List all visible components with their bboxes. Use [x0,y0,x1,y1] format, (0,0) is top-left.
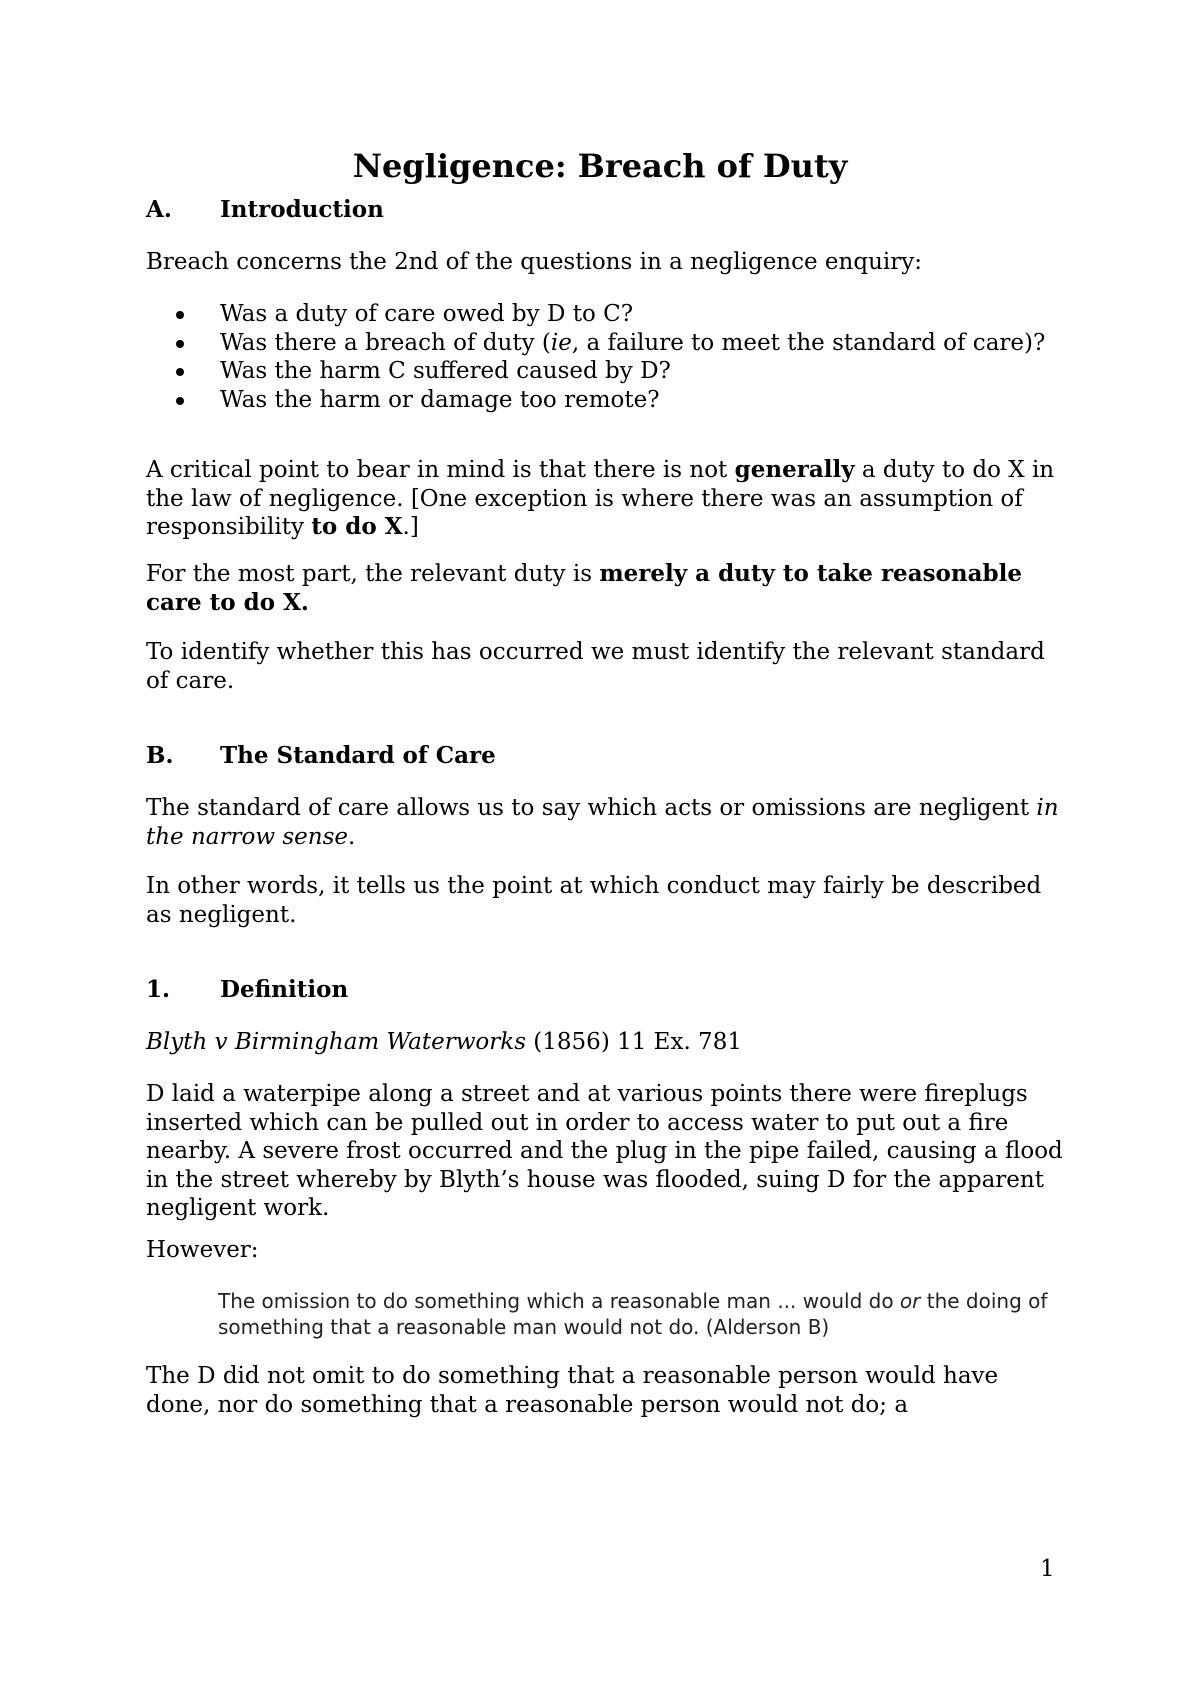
list-item [146,357,1046,386]
list-item-text: Was the harm C suffered caused by D? [220,358,671,384]
italic-run: or [899,1289,921,1313]
bullet-icon [176,368,184,376]
text-run: The omission to do something which a reasonable man ... would do [218,1289,900,1313]
case-name: Blyth v Birmingham Waterworks [146,1029,526,1055]
text-run: . [347,823,356,850]
list-item-text-post: , a failure to meet the standard of care)? [571,329,1046,356]
most-part-paragraph [146,560,1066,617]
text-run: a duty to do X in the law of negligence. [One exception is where there was an assumption of responsibility [146,457,1055,540]
list-item-text-emphasis: ie [550,329,572,356]
section-1-heading [146,976,348,1005]
page-number: 1 [1040,1556,1055,1582]
text-run: the doing of something that a reasonable man would not do. (Alderson B) [218,1289,1048,1339]
list-item [146,386,1046,415]
section-b-heading [146,742,496,771]
list-item-text: Was a duty of care owed by D to C? [220,301,634,327]
section-1-number: 1. [146,976,171,1003]
text-run: For the most part, the relevant duty is [146,561,600,587]
bold-run: generally [734,456,855,483]
list-item-text: Was the harm or damage too remote? [220,386,660,413]
list-item [146,329,1046,358]
bullet-icon [176,397,184,405]
facts-paragraph: D laid a waterpipe along a street and at various points there were fireplugs inserted which can be pulled out in order to access water to put out a fire nearby. A severe frost occurred and the plug in the pipe failed, causing a flood in the street whereby by Blyth’s house was flooded, suing D for the apparent negligent work. [146,1081,1063,1221]
critical-point-paragraph [146,456,1066,542]
question-list [146,300,1046,414]
list-item [146,300,1046,329]
section-a-label: Introduction [220,196,384,223]
standard-paragraph [146,794,1066,851]
section-1-label: Definition [220,976,349,1003]
case-citation [146,1028,1066,1057]
other-words-paragraph: In other words, it tells us the point at which conduct may fairly be described as negligent. [146,873,1042,928]
section-b-label: The Standard of Care [220,742,496,769]
identify-paragraph: To identify whether this has occurred we must identify the relevant standard of care. [146,639,1045,694]
section-a-number: A. [146,196,172,223]
text-run: The standard of care allows us to say which acts or omissions are negligent [146,795,1037,821]
text-run: .] [402,514,419,540]
section-b-number: B. [146,742,174,769]
section-a-heading [146,196,384,225]
conclusion-paragraph: The D did not omit to do something that a reasonable person would have done, nor do something that a reasonable person would not do; a [146,1363,999,1418]
page-title: Negligence: Breach of Duty [352,147,848,185]
bold-run: to do X [311,513,403,540]
bold-run: merely a duty to take reasonable care to do X. [146,560,1022,616]
however-paragraph: However: [146,1237,259,1263]
case-reference: (1856) 11 Ex. 781 [526,1029,742,1055]
block-quote [218,1288,1058,1340]
intro-paragraph: Breach concerns the 2nd of the questions in a negligence enquiry: [146,249,922,275]
text-run: A critical point to bear in mind is that there is not [146,457,735,483]
bullet-icon [176,311,184,319]
italic-run: in the narrow sense [146,795,1059,850]
bullet-icon [176,340,184,348]
list-item-text-pre: Was there a breach of duty ( [220,329,551,356]
